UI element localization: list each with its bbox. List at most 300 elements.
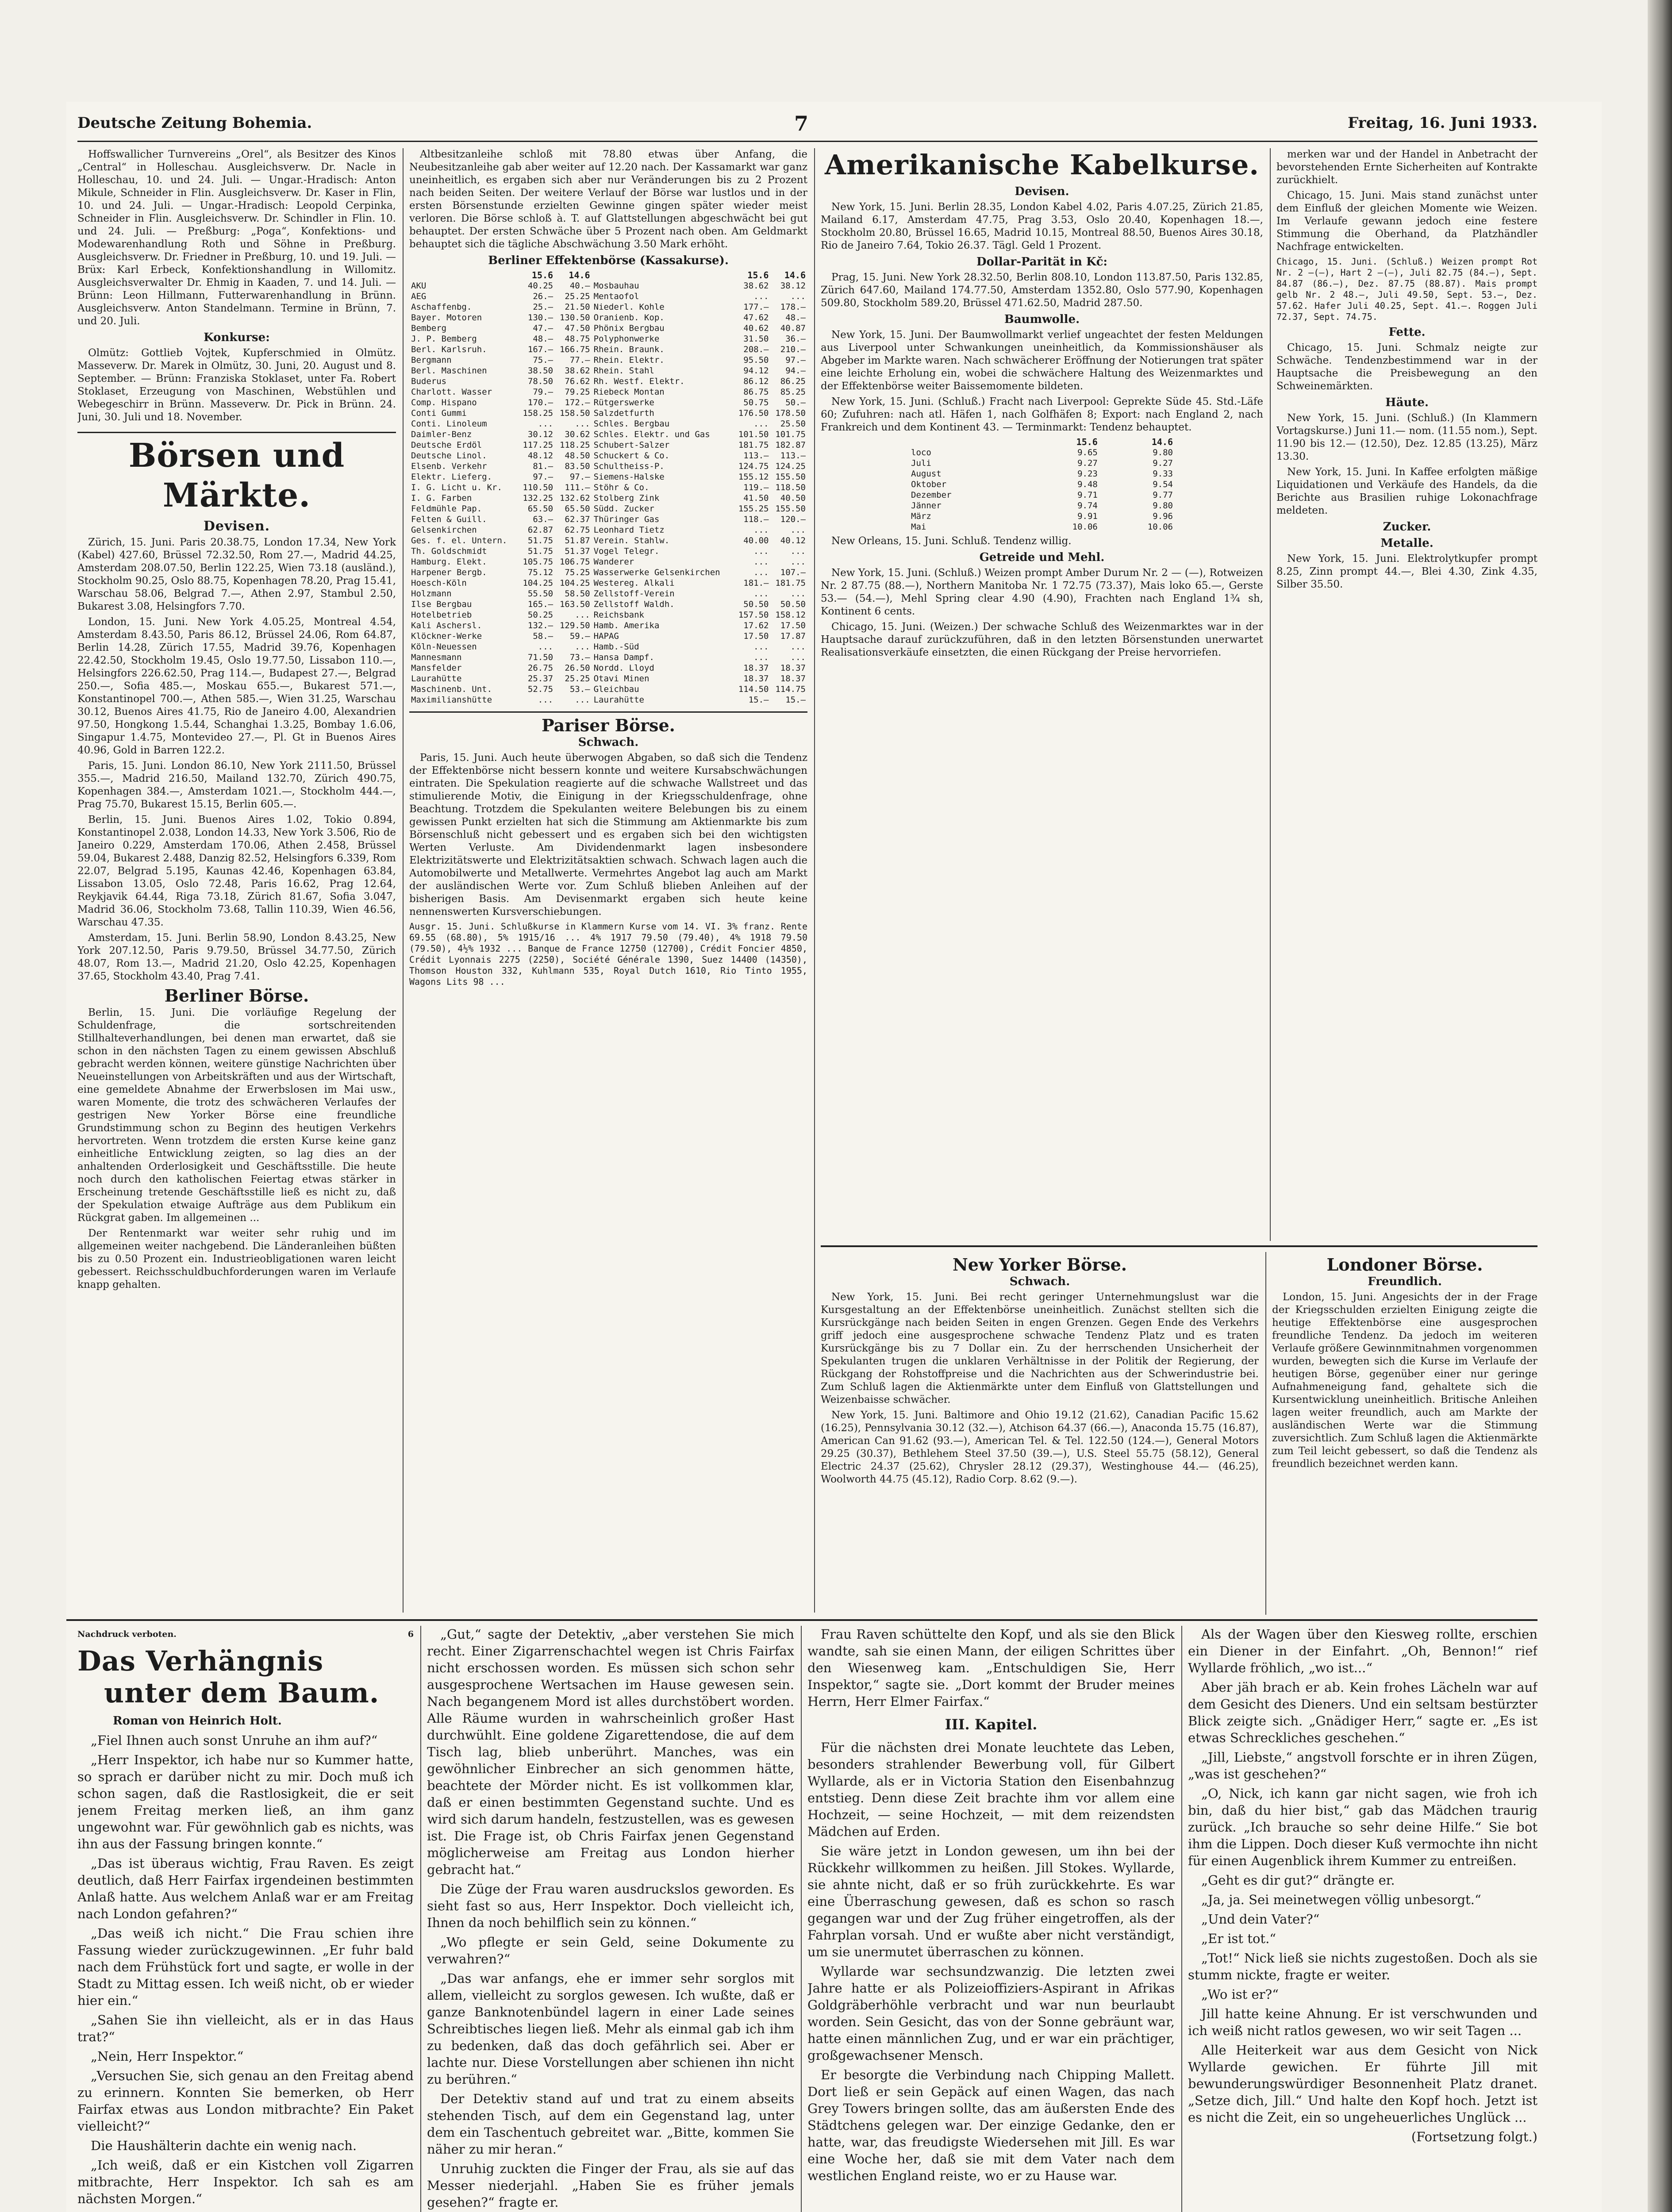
table-cell: 86.25	[780, 376, 806, 386]
column-divider	[403, 148, 404, 1613]
table-cell: 85.25	[780, 387, 806, 397]
issue-date: Freitag, 16. Juni 1933.	[1348, 114, 1537, 132]
table-cell: 48.—	[785, 313, 806, 323]
table-cell: Buderus	[411, 376, 447, 386]
table-cell: Gelsenkirchen	[411, 525, 477, 535]
table-cell: ...	[538, 419, 553, 429]
table-cell: 48.12	[527, 451, 553, 461]
table-cell: 10.06	[1072, 522, 1098, 532]
table-cell: 50.50	[743, 599, 769, 609]
table-cell: Wanderer	[593, 557, 634, 567]
masthead: Deutsche Zeitung Bohemia.	[77, 114, 312, 132]
newyorker-section	[821, 1252, 1259, 1615]
story-paragraph: Sie wäre jetzt in London gewesen, um ihn bei der Rückkehr willkommen zu heißen. Jill Stokes. Wyllarde, sie ahnte nicht, daß er so früh zurückkehrte. Es war eine Überraschung gewesen, daß es schon so rasch gegangen war und der Zug früher eingetroffen, als der Fahrplan vorsah. Und er wußte aber nicht verständigt, um sie unermutet überraschen zu können.	[807, 1843, 1175, 1959]
table-row	[409, 472, 807, 482]
serial-column-1	[77, 1626, 414, 2212]
chicago-kurse: Chicago, 15. Juni. (Schluß.) Weizen prompt Rot Nr. 2 —(—), Hart 2 —(—), Juli 82.75 (84.—), Sept. 84.87 (86.—), Dez. 87.75 (88.87). Mais prompt gelb Nr. 2 48.—, Juli 49.50, Sept. 53.—, Dez. 57.62. Hafer Juli 40.25, Sept. 41.—. Roggen Juli 72.37, Sept. 74.75.	[1276, 256, 1537, 322]
table-row	[409, 535, 807, 546]
berlin-close-text: Altbesitzanleihe schloß mit 78.80 etwas über Anfang, die Neubesitzanleihe gab aber weiter auf 12.20 nach. Der Kassamarkt war ganz uneinheitlich, es ergaben sich aber nur Veränderungen bis zu 2 Prozent nach beiden Seiten. Der weitere Verlauf der Börse war lustlos und in der ersten Börsenstunde erzielten Gewinne gingen später wieder meist verloren. Die Börse schloß à. T. auf Glattstellungen abgeschwächt bei gut behauptet. Der ersten Schwäche über 5 Prozent nach oben. Am Geldmarkt behauptet sich die tägliche Abschwächung 3.50 Mark erhöht.	[409, 149, 807, 250]
table-cell: 176.50	[738, 408, 769, 418]
table-cell: AEG	[411, 292, 427, 301]
chicago-weizen-text: Chicago, 15. Juni. (Weizen.) Der schwache Schluß des Weizenmarktes war in der Hauptsache darauf zurückzuführen, daß in den letzten Börsenstunden unerwartet Realisationsverkäufe einsetzten, die einen Rückgang der Preise hervorriefen.	[821, 621, 1263, 658]
table-cell: I. G. Licht u. Kr.	[411, 483, 502, 492]
table-cell: Stolberg Zink	[593, 493, 660, 503]
table-cell: ...	[790, 653, 806, 662]
story-paragraph: „Geht es dir gut?“ drängte er.	[1201, 1873, 1395, 1888]
table-cell: 208.—	[743, 345, 769, 354]
am-devisen-heading: Devisen.	[1015, 185, 1069, 198]
table-cell: 76.62	[565, 376, 590, 386]
table-cell: Maximilianshütte	[411, 695, 492, 705]
table-row	[409, 387, 807, 397]
table-cell: 40.00	[743, 536, 769, 545]
table-cell: Siemens-Halske	[593, 472, 665, 482]
table-cell: ...	[575, 695, 590, 705]
table-cell: Jänner	[911, 501, 942, 511]
table-cell: Conti. Linoleum	[411, 419, 487, 429]
story-paragraph: „Herr Inspektor, ich habe nur so Kummer hatte, so sprach er darüber nicht zu mir. Doch muß ich schon sagen, daß die Rastlosigkeit, die er seit jenem Freitag merken ließ, an ihm ganz ungewohnt war. Für gewöhnlich gab es nichts, was ihn aus der Fassung bringen konnte.“	[77, 1752, 414, 1851]
story-paragraph: Der Detektiv stand auf und trat zu einem abseits stehenden Tisch, auf dem ein Gegenstand lag, unter dem ein Taschentuch gebreitet war. „Bitte, kommen Sie näher zu mir heran.“	[427, 2091, 794, 2157]
table-cell: 18.37	[743, 674, 769, 684]
table-cell: 97.—	[569, 472, 590, 482]
haeute-heading: Häute.	[1385, 396, 1429, 409]
story-paragraph: „Das ist überaus wichtig, Frau Raven. Es zeigt deutlich, daß Herr Fairfax irgendeinen bestimmten Anlaß hatte. Aus welchem Anlaß war er am Freitag nach London gefahren?“	[77, 1856, 414, 1921]
table-cell: 81.—	[533, 461, 553, 471]
berliner-boerse-heading: Berliner Börse.	[164, 986, 309, 1006]
table-cell: Berl. Maschinen	[411, 366, 487, 376]
table-cell: Westereg. Alkali	[593, 578, 675, 588]
table-cell: 50.50	[780, 599, 806, 609]
table-cell: 9.96	[1153, 511, 1173, 521]
dollar-paritaet-text: Prag, 15. Juni. New York 28.32.50, Berlin 808.10, London 113.87.50, Paris 132.85, Zürich 647.60, Mailand 174.77.50, Amsterdam 1352.80, Oslo 577.90, Kopenhagen 509.80, Stockholm 589.20, Brüssel 471.62.50, Madrid 287.50.	[821, 272, 1263, 309]
table-cell: 38.62	[565, 366, 590, 376]
table-row	[409, 355, 807, 365]
table-cell: 10.06	[1147, 522, 1173, 532]
table-cell: 15.—	[785, 695, 806, 705]
devisen-paris: Paris, 15. Juni. London 86.10, New York 2111.50, Brüssel 355.—, Madrid 216.50, Mailand 132.70, Zürich 490.75, Kopenhagen 384.—, Amsterdam 1021.—, Stockholm 444.—, Prag 75.70, Bukarest 15.15, Berlin 605.—.	[77, 760, 396, 810]
baumwolle-heading: Baumwolle.	[1004, 313, 1080, 326]
column-4	[1276, 148, 1537, 1241]
table-cell: Ilse Bergbau	[411, 599, 472, 609]
table-cell: Juli	[911, 458, 931, 468]
story-paragraph: Frau Raven schüttelte den Kopf, und als sie den Blick wandte, sah sie einen Mann, der eiligen Schrittes über den Wiesenweg kam. „Entschuldigen Sie, Herr Inspektor,“ sagte sie. „Dort kommt der Bruder meines Herrn, Herr Elmer Fairfax.“	[807, 1627, 1175, 1709]
header-rule	[77, 141, 1537, 142]
table-cell: Dezember	[911, 490, 952, 500]
table-cell: 26.75	[527, 663, 553, 673]
table-cell: 9.27	[1077, 458, 1098, 468]
table-cell: Berl. Karlsruh.	[411, 345, 487, 354]
table-row	[409, 578, 807, 588]
newyorker-subheading: Schwach.	[1009, 1275, 1070, 1288]
pariser-boerse-text: Paris, 15. Juni. Auch heute überwogen Abgaben, so daß sich die Tendenz der Effektenbörse nicht bessern konnte und weitere Kursabschwächungen eintraten. Die Spekulation reagierte auf die schwache Wallstreet und das stimulierende Motiv, die Einigung in der Kriegsschuldenfrage, ohne Beachtung. Trotzdem die Spekulanten weitere Belebungen bis zu einem gewissen Punkt erzielten hat sich die Stimmung am Aktienmarkte bis zum Börsenschluß nicht gebessert und es ergaben sich bei den wichtigsten Werten Verluste. Am Dividendenmarkt lagen insbesondere Elektrizitätswerte und Elektrizitätsaktien schwach. Schwach lagen auch die Automobilwerte und Metallwerte. Vermehrtes Angebot lag auch am Markt der ausländischen Werte vor. Zum Schluß blieben Anleihen auf der bisherigen Basis. Am Devisenmarkt ergaben sich heute keine nennenswerten Kursverschiebungen.	[409, 752, 807, 918]
table-cell: 9.27	[1153, 458, 1173, 468]
table-cell: Rütgerswerke	[593, 398, 654, 407]
table-row	[409, 365, 807, 376]
table-cell: 51.37	[565, 546, 590, 556]
table-row	[909, 500, 1175, 511]
table-row	[409, 429, 807, 440]
table-row	[409, 419, 807, 429]
table-cell: Rhein. Stahl	[593, 366, 654, 376]
continuation-note: (Fortsetzung folgt.)	[1411, 2129, 1537, 2144]
table-cell: 113.—	[743, 451, 769, 461]
table-cell: Holzmann	[411, 589, 452, 599]
table-cell: 106.75	[559, 557, 590, 567]
table-cell: ...	[753, 525, 769, 535]
table-cell: Polyphonwerke	[593, 334, 660, 344]
table-row	[409, 323, 807, 334]
table-cell: 114.50	[738, 684, 769, 694]
table-cell: ...	[575, 642, 590, 652]
story-paragraph: Er besorgte die Verbindung nach Chipping Mallett. Dort ließ er sein Gepäck auf einen Wagen, das nach Grey Towers bringen sollte, das am äußersten Ende des Städtchens gelegen war. Der einzige Gedanke, den er hatte, war, das freudigste Wiedersehen mit Jill. Es war eine Woche her, daß sie mit dem Vater nach dem westlichen England reiste, wo er zu Hause war.	[807, 2067, 1175, 2183]
table-cell: 59.—	[569, 631, 590, 641]
table-row	[409, 440, 807, 450]
story-paragraph: „Wo pflegte er sein Geld, seine Dokumente zu verwahren?“	[427, 1935, 794, 1966]
table-row	[909, 458, 1175, 469]
table-row	[409, 503, 807, 514]
table-cell: 166.75	[559, 345, 590, 354]
page-header	[77, 111, 1537, 141]
table-cell: 94.12	[743, 366, 769, 376]
table-cell: Leonhard Tietz	[593, 525, 665, 535]
table-cell: Aschaffenbg.	[411, 302, 472, 312]
table-cell: 110.50	[523, 483, 553, 492]
table-cell: Reichsbank	[593, 610, 644, 620]
table-cell: 177.—	[743, 302, 769, 312]
table-row	[409, 588, 807, 599]
table-cell: 65.50	[565, 504, 590, 514]
table-cell: Köln-Neuessen	[411, 642, 477, 652]
table-cell: ...	[753, 546, 769, 556]
story-paragraph: „Wo ist er?“	[1201, 1987, 1279, 2002]
table-cell: Rh. Westf. Elektr.	[593, 376, 685, 386]
table-header-cell: 15.6	[531, 270, 553, 280]
table-cell: 9.54	[1153, 480, 1173, 489]
column-divider	[814, 148, 815, 1613]
story-paragraph: „Versuchen Sie, sich genau an den Freitag abend zu erinnern. Konnten Sie bemerken, ob Herr Fairfax etwas aus London mitbrachte? Ein Paket vielleicht?“	[77, 2068, 414, 2134]
table-cell: 40.12	[780, 536, 806, 545]
pariser-boerse-heading: Pariser Börse.	[542, 715, 675, 735]
berliner-boerse-text: Berlin, 15. Juni. Die vorläufige Regelung der Schuldenfrage, die sortschreitenden Stillhalteverhandlungen, bei denen man erwartet, daß sie schon in den nächsten Tagen zu einem gewissen Abschluß gebracht werden können, weitere günstige Nachrichten über Neueinstellungen von Arbeitskräften und aus der Wirtschaft, eine gemeldete Abnahme der Erwerbslosen im Mai usw., waren Momente, die trotz des schwächeren Verlaufes der gestrigen New Yorker Börse eine freundliche Grundstimmung schon zu Beginn des heutigen Verkehrs hervortreten. Wenn trotzdem die ersten Kurse keine ganz einheitliche Entwicklung zeigten, so lag dies an der anhaltenden Orderlosigkeit und Geschäftsstille. Die heute noch durch den katholischen Feiertag etwas stärker in Erscheinung tretende Geschäftsstille ließ es nicht zu, daß der Spekulation etwaige Aufträge aus dem Publikum ein Rückgrat gaben. Im allgemeinen ...	[77, 1007, 396, 1224]
table-cell: 52.75	[527, 684, 553, 694]
londoner-heading: Londoner Börse.	[1326, 1255, 1483, 1275]
table-cell: 120.—	[780, 515, 806, 524]
table-cell: ...	[753, 589, 769, 599]
table-cell: 62.75	[565, 525, 590, 535]
story-paragraph: Die Züge der Frau waren ausdruckslos geworden. Es sieht fast so aus, Herr Inspektor. Doch vielleicht ich, Ihnen da noch behilflich sein zu können.“	[427, 1882, 794, 1930]
fette-text: Chicago, 15. Juni. Schmalz neigte zur Schwäche. Tendenzbestimmend war in der Hauptsache die Preisbewegung an den Schweinemärkten.	[1276, 342, 1537, 392]
table-cell: 30.62	[565, 430, 590, 439]
table-cell: Hamb.-Süd	[593, 642, 639, 652]
table-cell: 36.—	[785, 334, 806, 344]
table-cell: 83.50	[565, 461, 590, 471]
table-cell: 9.80	[1153, 448, 1173, 457]
table-cell: 114.75	[775, 684, 806, 694]
table-cell: 25.25	[565, 292, 590, 301]
table-row	[409, 557, 807, 567]
table-header-cell: 14.6	[784, 270, 806, 280]
table-cell: August	[911, 469, 942, 479]
table-cell: Daimler-Benz	[411, 430, 472, 439]
table-header-cell: 15.6	[747, 270, 769, 280]
table-row	[909, 469, 1175, 479]
table-cell: 9.77	[1153, 490, 1173, 500]
table-cell: 165.—	[527, 599, 553, 609]
table-cell: Laurahütte	[593, 695, 644, 705]
rentenmarkt-text: Der Rentenmarkt war weiter sehr ruhig und im allgemeinen weiter nachgebend. Die Länderanleihen büßten bis zu 0.50 Prozent ein. Industrieobligationen waren leicht gebessert. Reichsschuldbuchforderungen waren im Verlaufe knapp gehalten.	[77, 1228, 396, 1290]
table-cell: 48.75	[565, 334, 590, 344]
table-cell: 47.50	[565, 323, 590, 333]
table-cell: 40.62	[743, 323, 769, 333]
table-cell: 210.—	[780, 345, 806, 354]
table-cell: 107.—	[780, 568, 806, 577]
table-cell: Hotelbetrieb	[411, 610, 472, 620]
table-cell: J. P. Bemberg	[411, 334, 477, 344]
table-row	[409, 376, 807, 387]
table-cell: Felten & Guill.	[411, 515, 487, 524]
table-cell: ...	[790, 292, 806, 301]
new-orleans-text: New Orleans, 15. Juni. Schluß. Tendenz willig.	[831, 535, 1072, 547]
table-cell: 9.48	[1077, 480, 1098, 489]
table-header-cell	[592, 270, 734, 280]
cotton-table	[909, 437, 1175, 532]
table-cell: 172.—	[565, 398, 590, 407]
section-rule	[77, 432, 396, 433]
table-cell: 178.50	[775, 408, 806, 418]
story-paragraph: „O, Nick, ich kann gar nicht sagen, wie froh ich bin, daß du hier bist,“ gab das Mädchen traurig zurück. „Ich brauche so sehr deine Hilfe.“ Sie bot ihm die Lippen. Doch dieser Kuß vermochte ihn nicht für einen Augenblick ihrem Kummer zu entreißen.	[1188, 1786, 1537, 1868]
table-cell: Kali Aschersl.	[411, 621, 482, 630]
table-cell: ...	[753, 568, 769, 577]
fette-heading: Fette.	[1388, 326, 1426, 339]
table-cell: 155.12	[738, 472, 769, 482]
table-cell: Bayer. Motoren	[411, 313, 482, 323]
newyorker-heading: New Yorker Börse.	[952, 1255, 1127, 1275]
table-cell: 38.62	[743, 281, 769, 291]
table-cell: Niederl. Kohle	[593, 302, 665, 312]
table-cell: 9.23	[1077, 469, 1098, 479]
table-cell: Schuckert & Co.	[593, 451, 670, 461]
story-paragraph: „Das war anfangs, ehe er immer sehr sorglos mit allem, vielleicht zu sorglos gewesen. Ich wußte, daß er ganze Banknotenbündel lagern in einer Lade seines Schreibtisches liegen ließ. Mehr als einmal gab ich ihm zu bedenken, daß das doch gefährlich sei. Aber er lachte nur. Diese Vorstellungen aber schienen ihn nicht zu berühren.“	[427, 1971, 794, 2087]
boersen-heading: Börsen und Märkte.	[128, 437, 345, 515]
table-cell: Salzdetfurth	[593, 408, 654, 418]
table-cell: Schles. Bergbau	[593, 419, 670, 429]
table-cell: 25.—	[533, 302, 553, 312]
table-cell: 40.—	[569, 281, 590, 291]
table-cell: Feldmühle Pap.	[411, 504, 482, 514]
story-paragraph: Wyllarde war sechsundzwanzig. Die letzten zwei Jahre hatte er als Polizeioffiziers-Aspirant in Afrikas Goldgräberhöhle verbracht und war nun beurlaubt worden. Sein Gesicht, das von der Sonne gebräunt war, hatte einen männlichen Zug, und er war ein prächtiger, großgewachsener Mensch.	[807, 1964, 1175, 2063]
table-cell: 132.62	[559, 493, 590, 503]
table-cell: 18.37	[780, 663, 806, 673]
table-cell: 79.—	[533, 387, 553, 397]
pariser-boerse-subheading: Schwach.	[578, 736, 639, 749]
table-cell: Hamburg. Elekt.	[411, 557, 487, 567]
table-cell: 51.75	[527, 536, 553, 545]
table-cell: 170.—	[527, 398, 553, 407]
table-cell: ...	[753, 653, 769, 662]
chicago-mais-text: Chicago, 15. Juni. Mais stand zunächst unter dem Einfluß der gleichen Momente wie Weizen. Im Verlaufe gewann jedoch eine festere Stimmung die Oberhand, da Platzhändler Nachfrage entwickelten.	[1276, 190, 1537, 253]
table-cell: Bergmann	[411, 355, 452, 365]
table-row	[409, 546, 807, 557]
table-cell: 47.—	[533, 323, 553, 333]
table-cell: ...	[753, 557, 769, 567]
table-cell: 26.—	[533, 292, 553, 301]
table-header-cell	[409, 270, 518, 280]
table-cell: 51.75	[527, 546, 553, 556]
table-cell: 47.62	[743, 313, 769, 323]
story-paragraph: Als der Wagen über den Kiesweg rollte, erschien ein Diener in der Einfahrt. „Oh, Bennon!“ rief Wyllarde fröhlich, „wo ist...“	[1188, 1627, 1537, 1675]
table-cell: 75.25	[565, 568, 590, 577]
table-cell: 51.87	[565, 536, 590, 545]
table-cell: 31.50	[743, 334, 769, 344]
table-cell: Mannesmann	[411, 653, 462, 662]
table-cell: 181.75	[775, 578, 806, 588]
table-cell: 48.50	[565, 451, 590, 461]
installment-number: 6	[407, 1629, 414, 1639]
baumwolle-text: New York, 15. Juni. Der Baumwollmarkt verlief ungeachtet der festen Meldungen aus Liverpool unter Schwankungen uneinheitlich, da Kommissionshäuser als Abgeber im Markte waren. Nach schwächerer Eröffnung der Notierungen trat später eine leichte Erholung ein, wobei die schwächere Haltung des Weizenmarktes und der Effektenbörse weiter Baissemomente bildeten.	[821, 329, 1263, 392]
table-cell: Deutsche Linol.	[411, 451, 487, 461]
table-cell: AKU	[411, 281, 427, 291]
table-cell: Mosbauhau	[593, 281, 639, 291]
story-paragraph: „Gut,“ sagte der Detektiv, „aber verstehen Sie mich recht. Einer Zigarrenschachtel wegen ist Chris Fairfax nicht erschossen worden. Es müssen sich schon sehr ausgesprochene Wertsachen im Hause gewesen sein. Nach begangenem Mord ist alles durchstöbert worden. Alle Räume wurden in wahrscheinlich großer Hast durchwühlt. Eine goldene Zigarettendose, die auf dem Tisch lag, blieb unberührt. Manches, was ein gewöhnlicher Einbrecher an sich genommen hätte, beachtete der Mörder nicht. Es ist vollkommen klar, daß er einen bestimmten Gegenstand suchte. Und es wird sich darum handeln, festzustellen, was es gewesen ist. Die Frage ist, ob Chris Fairfax jenen Gegenstand möglicherweise am Freitag aus London hierher gebracht hat.“	[427, 1627, 794, 1877]
table-row	[409, 482, 807, 493]
story-paragraph: „Jill, Liebste,“ angstvoll forschte er in ihren Zügen, „was ist geschehen?“	[1188, 1750, 1537, 1782]
table-cell: 155.50	[775, 472, 806, 482]
story-paragraph: „Fiel Ihnen auch sonst Unruhe an ihm auf?“	[91, 1733, 378, 1748]
pariser-kurse: Ausgr. 15. Juni. Schlußkurse in Klammern Kurse vom 14. VI. 3% franz. Rente 69.55 (68.80), 5% 1915/16 ... 4% 1917 79.50 (79.40), 4% 1918 79.50 (79.50), 4½% 1932 ... Banque de France 12750 (12700), Crédit Foncier 4850, Crédit Lyonnais 2275 (2250), Société Générale 1390, Suez 14400 (14350), Thomson Houston 332, Kuhlmann 535, Royal Dutch 1610, Rio Tinto 1955, Wagons Lits 98 ...	[409, 921, 807, 987]
table-cell: 26.50	[565, 663, 590, 673]
table-cell: ...	[753, 642, 769, 652]
table-cell: Rhein. Braunk.	[593, 345, 665, 354]
zucker-heading: Zucker.	[1383, 520, 1431, 534]
table-cell: 181.—	[743, 578, 769, 588]
table-cell: 65.50	[527, 504, 553, 514]
metalle-heading: Metalle.	[1380, 537, 1434, 550]
table-row	[409, 641, 807, 652]
table-cell: 132.25	[523, 493, 553, 503]
table-cell: Deutsche Erdöl	[411, 440, 482, 450]
table-row	[909, 490, 1175, 500]
table-cell: 124.75	[738, 461, 769, 471]
table-cell: 9.74	[1077, 501, 1098, 511]
table-row	[409, 673, 807, 684]
table-row	[409, 567, 807, 578]
table-cell: 181.75	[738, 440, 769, 450]
table-row	[409, 291, 807, 302]
table-cell: 17.62	[743, 621, 769, 630]
table-header-cell: 15.6	[1076, 437, 1098, 447]
serial-column-3	[807, 1626, 1175, 2212]
table-cell: 40.87	[780, 323, 806, 333]
column-divider	[1265, 1252, 1266, 1615]
reprint-note: Nachdruck verboten.	[77, 1629, 177, 1639]
table-cell: Schubert-Salzer	[593, 440, 670, 450]
chapter-heading: III. Kapitel.	[945, 1716, 1038, 1733]
section-rule	[821, 1245, 1537, 1247]
table-cell: Phönix Bergbau	[593, 323, 665, 333]
londoner-section	[1272, 1252, 1537, 1615]
am-devisen-text: New York, 15. Juni. Berlin 28.35, London Kabel 4.02, Paris 4.07.25, Zürich 21.85, Mailand 6.17, Amsterdam 47.75, Prag 3.53, Oslo 20.40, Kopenhagen 18.—, Stockholm 20.80, Brüssel 16.65, Madrid 10.15, Montreal 88.50, Buenos Aires 30.18, Rio de Janeiro 7.64, Tokio 26.37. Tägl. Geld 1 Prozent.	[821, 201, 1263, 251]
column-divider	[1181, 1626, 1182, 2212]
table-cell: Otavi Minen	[593, 674, 650, 684]
table-header-cell	[909, 437, 1024, 447]
table-cell: 105.75	[523, 557, 553, 567]
table-cell: Südd. Zucker	[593, 504, 654, 514]
table-cell: 17.50	[780, 621, 806, 630]
table-cell: 101.50	[738, 430, 769, 439]
table-cell: Charlott. Wasser	[411, 387, 492, 397]
table-cell: 101.75	[775, 430, 806, 439]
table-cell: Mai	[911, 522, 926, 532]
table-cell: 118.25	[559, 440, 590, 450]
table-cell: 38.12	[780, 281, 806, 291]
table-cell: Harpener Bergb.	[411, 568, 487, 577]
table-cell: 97.—	[785, 355, 806, 365]
story-paragraph: Aber jäh brach er ab. Kein frohes Lächeln war auf dem Gesicht des Dieners. Und ein seltsam bestürzter Blick zeigte sich. „Gnädiger Herr,“ sagte er. „Es ist etwas Schreckliches geschehen.“	[1188, 1680, 1537, 1745]
table-cell: Schles. Elektr. und Gas	[593, 430, 710, 439]
serial-title-1: Das Verhängnis	[77, 1645, 324, 1677]
story-paragraph: „Er ist tot.“	[1201, 1931, 1276, 1946]
rohstoffe-text: merken war und der Handel in Anbetracht der bevorstehenden Ernte Sicherheiten auf Kontrakte zurückhielt.	[1276, 149, 1537, 186]
table-cell: 118.50	[775, 483, 806, 492]
table-row	[409, 302, 807, 312]
table-cell: 113.—	[780, 451, 806, 461]
table-cell: ...	[790, 642, 806, 652]
table-cell: Thüringer Gas	[593, 515, 660, 524]
table-cell: Oranienb. Kop.	[593, 313, 665, 323]
table-cell: 9.91	[1077, 511, 1098, 521]
story-paragraph: „Und dein Vater?“	[1201, 1912, 1320, 1927]
londoner-text: London, 15. Juni. Angesichts der in der Frage der Kriegsschulden erzielten Einigung zeigte die heutige Effektenbörse eine ausgesprochen freundliche Tendenz. Da jedoch im weiteren Verlaufe größere Gewinnmitnahmen vorgenommen wurden, bewegten sich die Kurse im Verlaufe der heutigen Börse, gegenüber einer nur geringe Aufnahmeneigung fand, gehaltete sich die Kursentwicklung uneinheitlich. Britische Anleihen lagen weiter freundlich, auch am Markte der ausländischen Werte war die Stimmung zuversichtlich. Zum Schluß lagen die Aktienmärkte zum Teil leicht gebessert, so daß die Tendenz als freundlich bezeichnet werden kann.	[1272, 1291, 1537, 1470]
devisen-london: London, 15. Juni. New York 4.05.25, Montreal 4.54, Amsterdam 8.43.50, Paris 86.12, Brüssel 24.06, Rom 64.87, Berlin 14.28, Zürich 17.55, Madrid 39.76, Kopenhagen 22.42.50, Stockholm 19.45, Oslo 19.77.50, Lissabon 110.—, Helsingfors 226.62.50, Prag 114.—, Budapest 27.—, Belgrad 250.—, Sofia 485.—, Moskau 655.—, Bukarest 571.—, Konstantinopel 700.—, Athen 585.—, Wien 31.25, Warschau 30.12, Buenos Aires 41.75, Rio de Janeiro 4.00, Alexandrien 97.50, Hongkong 1.5.44, Schanghai 1.3.25, Bombay 1.6.06, Singapur 1.4.75, Montevideo 27.—, Pl. Gt in Buenos Aires 40.96, Gold in Barren 122.2.	[77, 616, 396, 756]
devisen-amsterdam: Amsterdam, 15. Juni. Berlin 58.90, London 8.43.25, New York 207.12.50, Paris 9.79.50, Brüssel 34.77.50, Zürich 48.07, Rom 13.—, Madrid 21.20, Oslo 42.25, Kopenhagen 37.65, Stockholm 43.40, Prag 7.41.	[77, 932, 396, 982]
devisen-berlin: Berlin, 15. Juni. Buenos Aires 1.02, Tokio 0.894, Konstantinopel 2.038, London 14.33, New York 3.506, Rio de Janeiro 0.229, Amsterdam 170.06, Athen 2.458, Brüssel 59.04, Bukarest 2.488, Danzig 82.52, Helsingfors 6.339, Rom 22.07, Belgrad 5.195, Kaunas 42.46, Kopenhagen 63.84, Lissabon 13.05, Oslo 72.48, Paris 16.62, Prag 12.64, Reykjavik 64.44, Riga 73.18, Zürich 81.67, Sofia 3.047, Madrid 36.06, Stockholm 73.68, Tallin 110.39, Wien 46.56, Warschau 47.35.	[77, 814, 396, 928]
table-cell: 86.75	[743, 387, 769, 397]
table-cell: 25.50	[780, 419, 806, 429]
londoner-subheading: Freundlich.	[1368, 1275, 1442, 1288]
table-cell: 25.25	[565, 674, 590, 684]
story-paragraph: Die Haushälterin dachte ein wenig nach.	[91, 2138, 357, 2153]
table-cell: 41.50	[743, 493, 769, 503]
table-cell: Bemberg	[411, 323, 447, 333]
column-divider	[420, 1626, 421, 2212]
table-cell: 158.50	[559, 408, 590, 418]
story-paragraph: Jill hatte keine Ahnung. Er ist verschwunden und ich weiß nicht ratlos gewesen, wo wir seit Tagen ...	[1188, 2006, 1537, 2038]
table-cell: 50.75	[743, 398, 769, 407]
feuilleton-rule	[66, 1619, 1537, 1621]
table-cell: Vogel Telegr.	[593, 546, 660, 556]
table-cell: 95.50	[743, 355, 769, 365]
dollar-paritaet-heading: Dollar-Parität in Kč:	[976, 255, 1108, 269]
serial-title-2: unter dem Baum.	[104, 1677, 380, 1709]
column-divider	[1270, 148, 1271, 1241]
table-cell: 21.50	[565, 302, 590, 312]
table-cell: 155.50	[775, 504, 806, 514]
table-row	[909, 522, 1175, 532]
devisen-zuerich: Zürich, 15. Juni. Paris 20.38.75, London 17.34, New York (Kabel) 427.60, Brüssel 72.32.50, Rom 27.—, Madrid 44.25, Amsterdam 208.07.50, Berlin 122.25, Wien 73.18 (ausländ.), Stockholm 90.25, Oslo 88.75, Kopenhagen 78.20, Prag 15.41, Warschau 58.06, Belgrad 7.—, Athen 2.97, Stambul 2.50, Bukarest 3.08, Helsingfors 7.70.	[77, 537, 396, 612]
table-cell: 30.12	[527, 430, 553, 439]
table-cell: Mansfelder	[411, 663, 462, 673]
newyorker-text: New York, 15. Juni. Bei recht geringer Unternehmungslust war die Kursgestaltung an der Effektenbörse uneinheitlich. Zunächst stellten sich die Kursrückgänge nach beiden Seiten in engen Grenzen. Gegen Ende des Verkehrs griff jedoch eine ausgesprochene schwache Tendenz Platz und es traten Kursrückgänge bis zu 7 Dollar ein. Zu der herrschenden Unsicherheit der Spekulanten trugen die unklaren Verhältnisse in der Politik der Regierung, der Rückgang der Rohstoffpreise und die Nachrichten aus der Schwerindustrie bei. Zum Schluß lagen die Aktienmärkte unter dem Einfluß von Glattstellungen und Weizenbaisse schwächer.	[821, 1291, 1259, 1406]
table-cell: 50.—	[785, 398, 806, 407]
table-cell: 124.25	[775, 461, 806, 471]
table-row	[409, 599, 807, 610]
table-cell: 77.—	[569, 355, 590, 365]
table-row	[409, 514, 807, 525]
table-cell: 157.50	[738, 610, 769, 620]
table-cell: 58.50	[565, 589, 590, 599]
table-row	[409, 610, 807, 620]
serial-author: Roman von Heinrich Holt.	[113, 1714, 282, 1728]
